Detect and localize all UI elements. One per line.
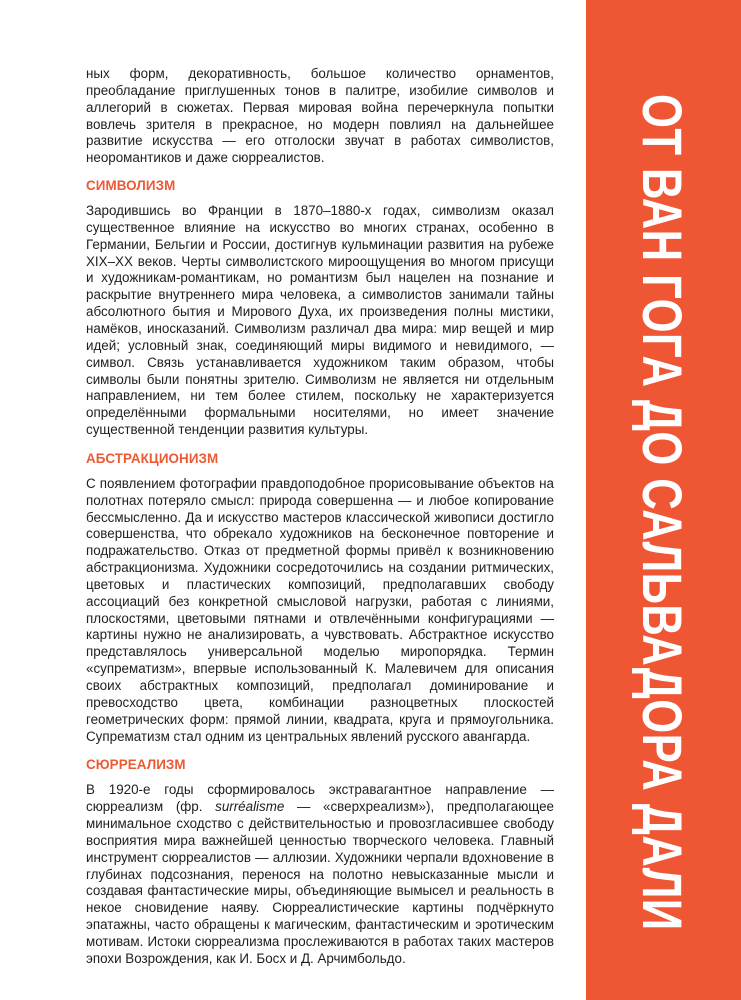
surrealism-text-end: — «сверхреализм»), предполагающее минимальное сходство с действительностью и провозгласившее свободу восприятия мира важнейшей ценностью творческого человека. Главный инструмент сюрреалистов — аллюзии. Художники черпали вдохновение в глубинах подсознания, перенося на полотно невысказанные мысли и создавая фантастические миры, объединяющие вымысел и реальность в некое сновидение наяву. Сюрреалистические картины подчёркнуто эпатажны, часто обращены к магическим, фантастическим и эротическим мотивам. Истоки сюрреализма прослеживаются в работах таких мастеров эпохи Возрождения, как И. Босх и Д. Арчимбольдо. [86,799,554,966]
section-heading-surrealism: СЮРРЕАЛИЗМ [86,757,186,773]
section-heading-symbolism: СИМВОЛИЗМ [86,178,176,194]
surrealism-paragraph [86,782,554,967]
surrealism-text-start: В 1920-е годы сформировалось экстравагантное направление — сюрреализм (фр. [86,782,554,815]
abstractionism-paragraph: С появлением фотографии правдоподобное прорисовывание объектов на полотнах потеряло смысл: природа совершенна — и любое копирование бессмысленно. Да и искусство мастеров классической живописи достигло совершенства, что обрекало художников на бесконечное повторение и подражательство. Отказ от предметной формы привёл к возникновению абстракционизма. Художники сосредоточились на создании ритмических, цветовых и пластических композиций, предполагавших свободу ассоциаций без конкретной смысловой нагрузки, работая с линиями, плоскостями, цветовыми пятнами и отвлечёнными конфигурациями — картины нужно не анализировать, а чувствовать. Абстрактное искусство представлялось универсальной моделью миропорядка. Термин «супрематизм», впервые использованный К. Малевичем для описания своих абстрактных композиций, предполагал доминирование и превосходство цвета, комбинации разноцветных плоскостей геометрических форм: прямой линии, квадрата, круга и прямоугольника. Супрематизм стал одним из центральных явлений русского авангарда. [86,475,554,744]
page-text-column [86,66,554,968]
symbolism-paragraph: Зародившись во Франции в 1870–1880-х годах, символизм оказал существенное влияние на искусство во многих странах, особенно в Германии, Бельгии и России, достигнув кульминации развития на рубеже XIX–XX веков. Черты символистского мироощущения во многом присущи и художникам-романтикам, но романтизм был нацелен на познание и раскрытие внутреннего мира человека, а символистов занимали тайны абсолютного бытия и Мирового Духа, их произведения полны мистики, намёков, иносказаний. Символизм различал два мира: мир вещей и мир идей; условный знак, соединяющий миры видимого и невидимого, — символ. Связь устанавливается художником таким образом, чтобы символы были понятны зрителю. Символизм не является ни отдельным направлением, ни тем более стилем, поскольку не характеризуется определёнными формальными носителями, но имеет значение существенной тенденции развития культуры. [86,203,554,438]
surrealism-term: surréalisme [215,799,285,815]
section-heading-abstractionism: АБСТРАКЦИОНИЗМ [86,450,219,466]
intro-paragraph: ных форм, декоративность, большое количество орнаментов, преобладание приглушенных тонов в палитре, изобилие символов и аллегорий в сюжетах. Первая мировая война перечеркнула попытки вовлечь зрителя в прекрасное, но модерн повлиял на дальнейшее развитие искусства — его отголоски звучат в работах символистов, неоромантиков и даже сюрреалистов. [86,66,554,166]
side-title [608,47,718,977]
side-title-text: ОТ ВАН ГОГА ДО САЛЬВАДОРА ДАЛИ [631,93,695,931]
